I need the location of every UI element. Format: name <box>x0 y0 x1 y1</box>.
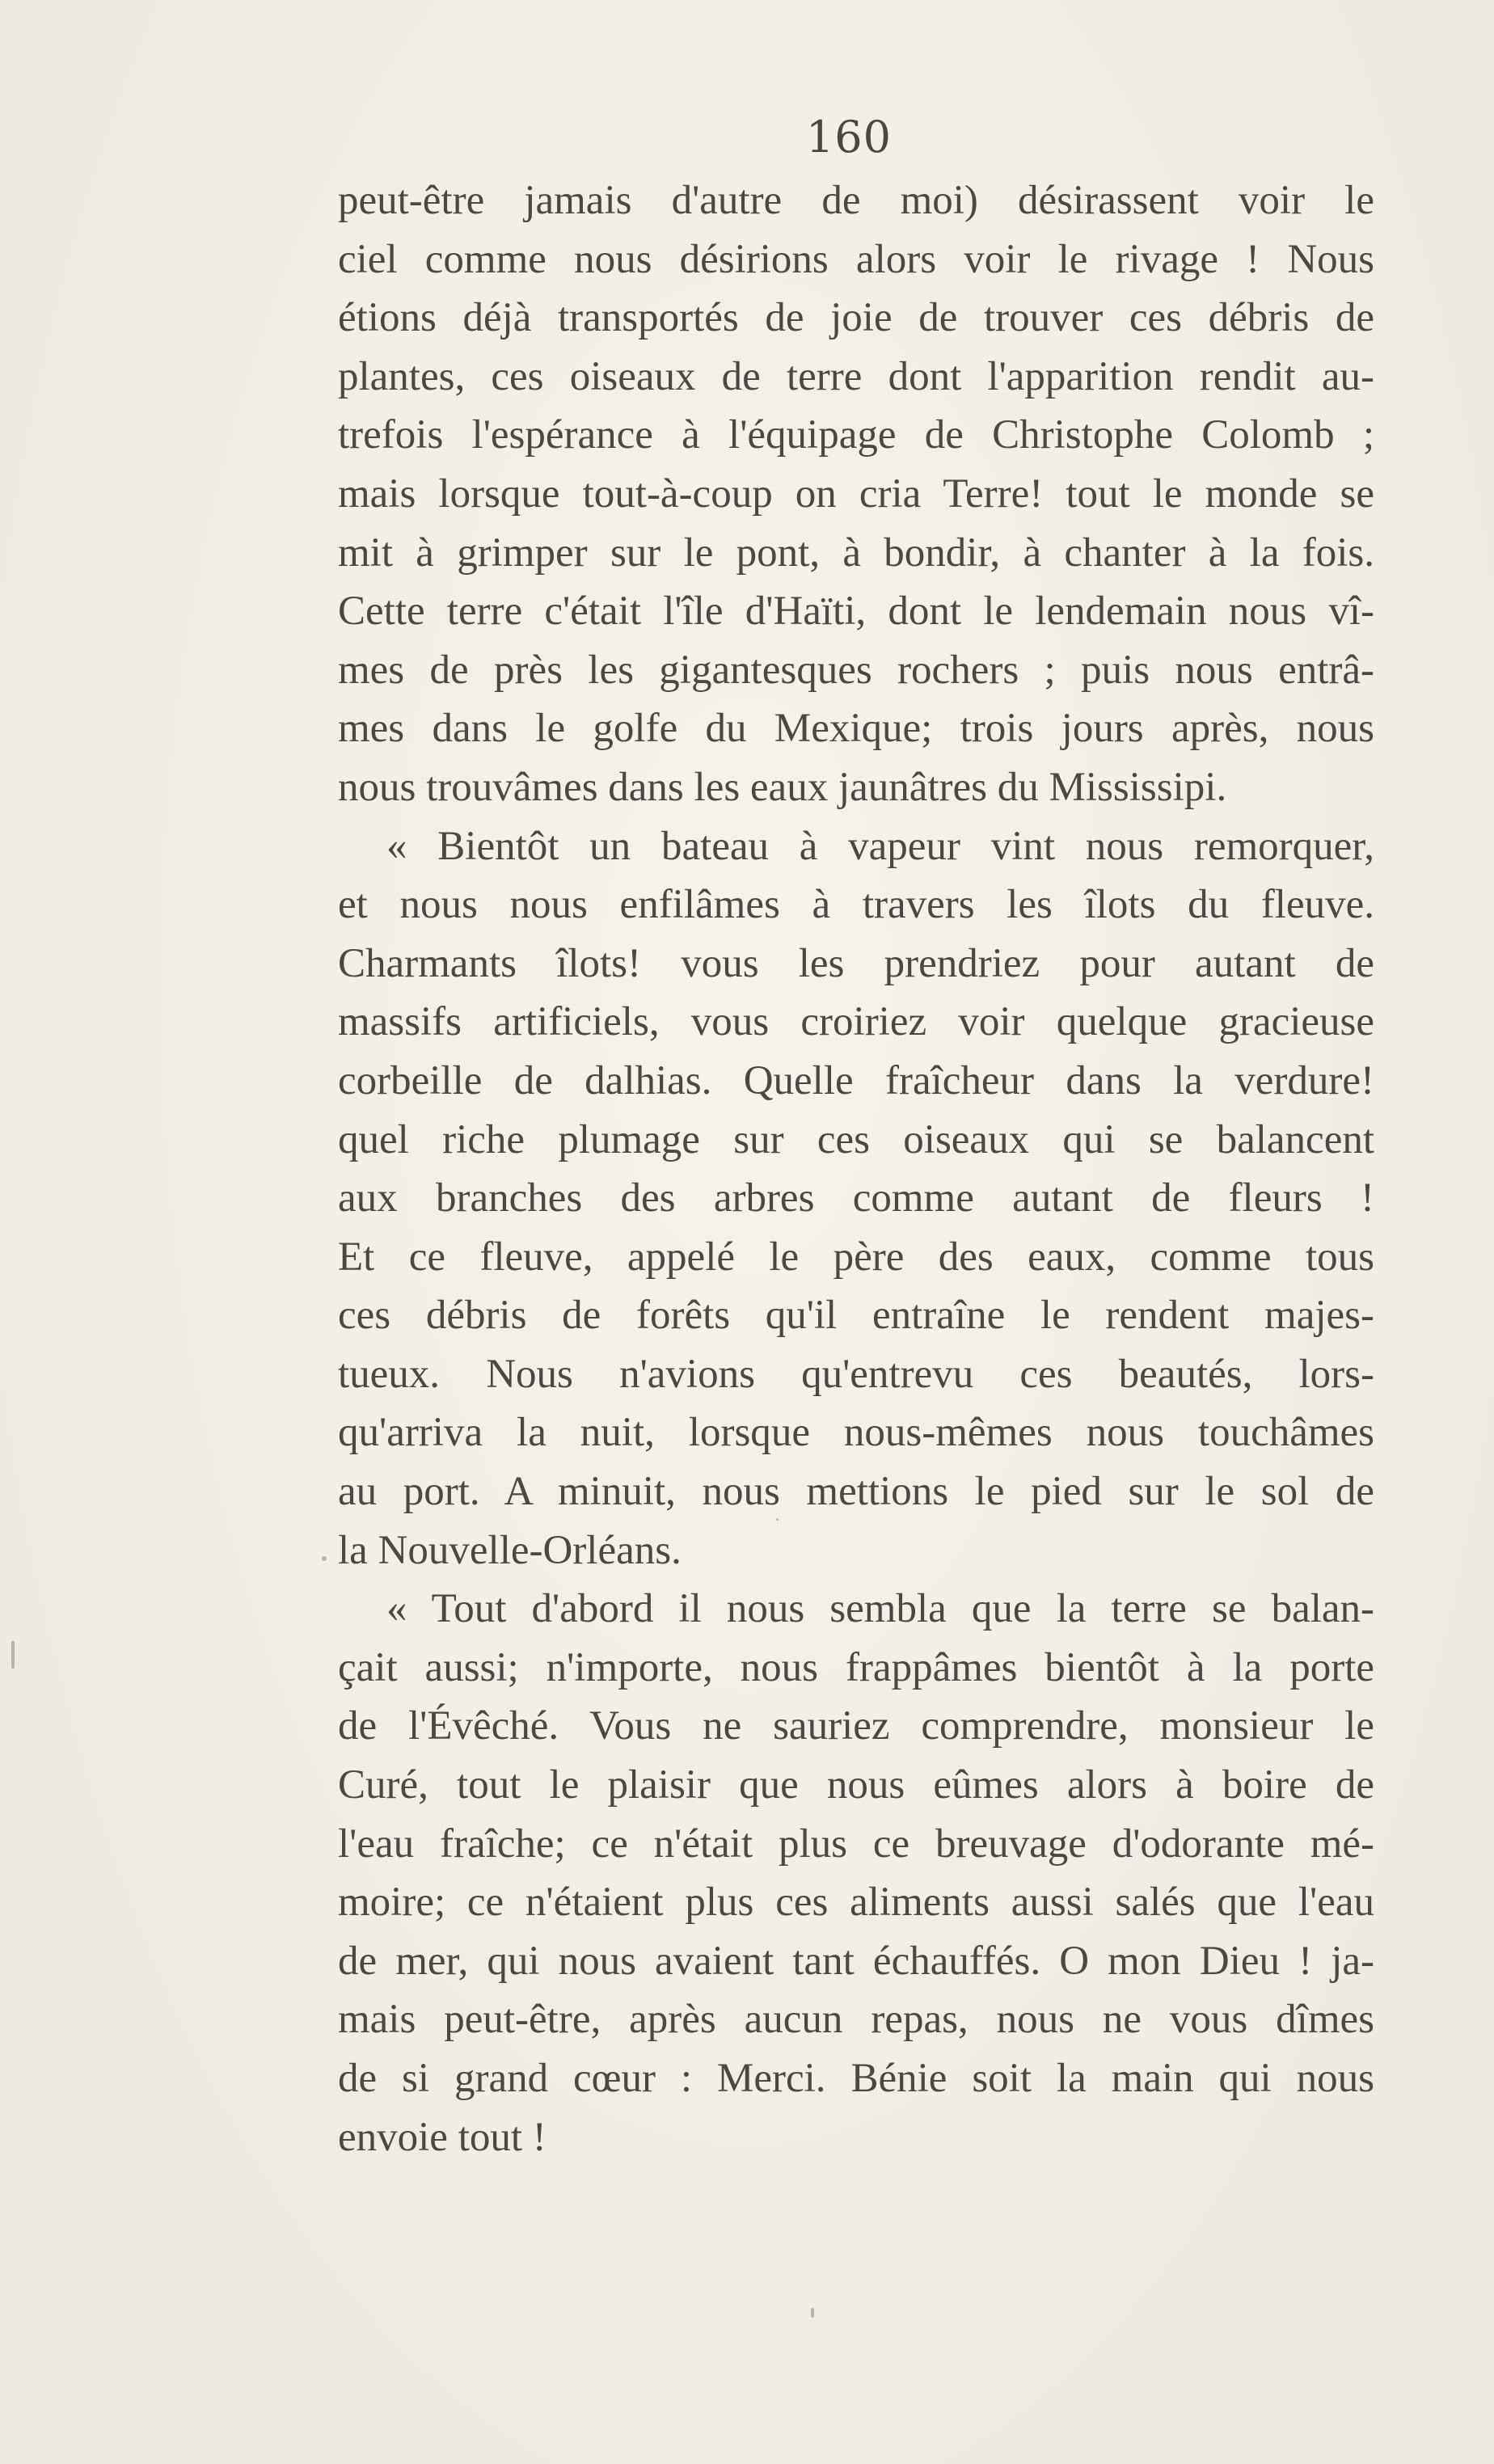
text-line: çait aussi; n'importe, nous frappâmes bientôt à la porte <box>338 1644 1374 1690</box>
text-line: de l'Évêché. Vous ne sauriez comprendre, monsieur le <box>338 1703 1374 1749</box>
text-line: étions déjà transportés de joie de trouver ces débris de <box>338 295 1374 341</box>
paper-speck <box>322 1556 327 1561</box>
text-line: ces débris de forêts qu'il entraîne le rendent majes- <box>338 1293 1374 1339</box>
text-line: mais lorsque tout-à-coup on cria Terre! tout le monde se <box>338 470 1374 517</box>
text-line: qu'arriva la nuit, lorsque nous-mêmes nous touchâmes <box>338 1410 1374 1456</box>
text-line: « Bientôt un bateau à vapeur vint nous remorquer, <box>386 823 1374 869</box>
text-line: corbeille de dalhias. Quelle fraîcheur dans la verdure! <box>338 1057 1374 1103</box>
text-line: massifs artificiels, vous croiriez voir quelque gracieuse <box>338 999 1374 1045</box>
text-line: Cette terre c'était l'île d'Haïti, dont le lendemain nous vî- <box>338 589 1374 635</box>
text-line: mit à grimper sur le pont, à bondir, à chanter à la fois. <box>338 530 1374 576</box>
text-line: peut-être jamais d'autre de moi) désirassent voir le <box>338 178 1374 223</box>
text-line: de mer, qui nous avaient tant échauffés. O mon Dieu ! ja- <box>338 1938 1374 1984</box>
text-line: aux branches des arbres comme autant de fleurs ! <box>338 1175 1374 1221</box>
text-line: et nous nous enfilâmes à travers les îlots du fleuve. <box>338 882 1374 928</box>
page-number: 160 <box>805 112 893 162</box>
text-line: « Tout d'abord il nous sembla que la terre se balan- <box>386 1586 1374 1632</box>
paper-speck <box>776 1518 779 1521</box>
body-text <box>338 171 1374 2167</box>
text-line: plantes, ces oiseaux de terre dont l'apparition rendit au- <box>338 353 1374 399</box>
text-line: l'eau fraîche; ce n'était plus ce breuvage d'odorante mé- <box>338 1821 1374 1867</box>
text-line: Charmants îlots! vous les prendriez pour autant de <box>338 940 1374 986</box>
text-line: au port. A minuit, nous mettions le pied sur le sol de <box>338 1469 1374 1515</box>
paper-speck <box>11 1641 15 1669</box>
text-line: trefois l'espérance à l'équipage de Christophe Colomb ; <box>338 412 1374 458</box>
text-line: moire; ce n'étaient plus ces aliments aussi salés que l'eau <box>338 1880 1374 1926</box>
text-line: mes dans le golfe du Mexique; trois jours après, nous <box>338 706 1374 752</box>
paper-speck <box>811 2308 814 2318</box>
text-line: ciel comme nous désirions alors voir le rivage ! Nous <box>338 236 1374 282</box>
text-line: de si grand cœur : Merci. Bénie soit la main qui nous <box>338 2056 1374 2101</box>
text-line: quel riche plumage sur ces oiseaux qui se balancent <box>338 1116 1374 1162</box>
text-line: la Nouvelle-Orléans. <box>338 1527 682 1573</box>
text-line: mais peut-être, après aucun repas, nous ne vous dîmes <box>338 1997 1374 2043</box>
text-line: mes de près les gigantesques rochers ; puis nous entrâ- <box>338 647 1374 693</box>
text-line: Curé, tout le plaisir que nous eûmes alors à boire de <box>338 1762 1374 1808</box>
text-line: tueux. Nous n'avions qu'entrevu ces beautés, lors- <box>338 1351 1374 1397</box>
text-line: envoie tout ! <box>338 2114 547 2160</box>
text-line: nous trouvâmes dans les eaux jaunâtres du Mississipi. <box>338 764 1227 810</box>
text-line: Et ce fleuve, appelé le père des eaux, comme tous <box>338 1234 1374 1280</box>
